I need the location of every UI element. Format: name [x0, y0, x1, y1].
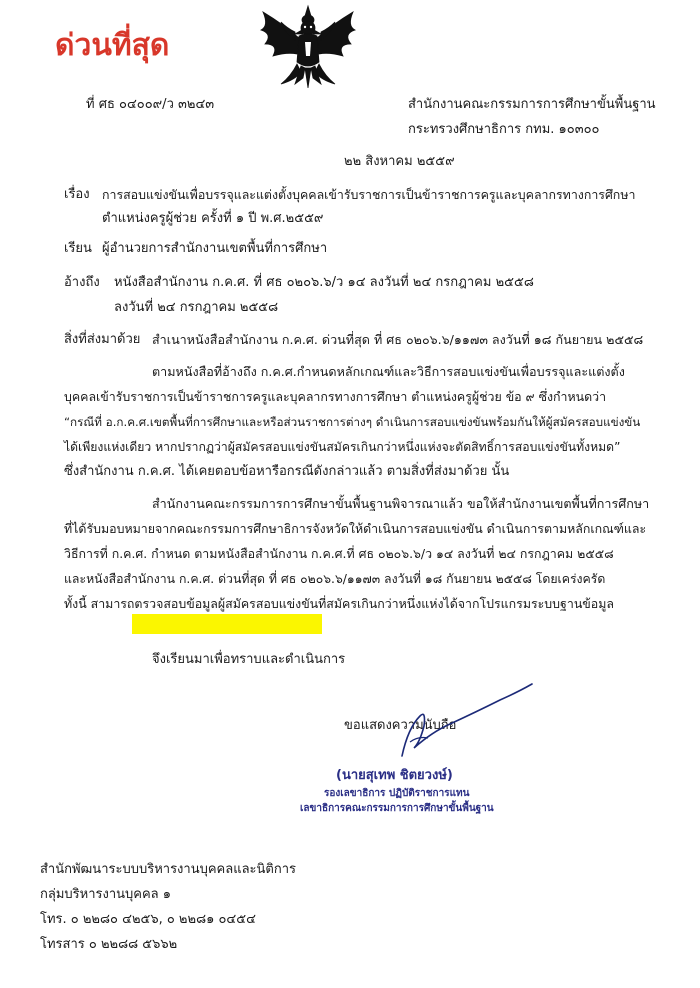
highlight-mark: [132, 614, 322, 634]
reference-line-1: หนังสือสำนักงาน ก.ค.ศ. ที่ ศธ ๐๒๐๖.๖/ว ๑๔ ลงวันที่ ๒๔ กรกฎาคม ๒๕๕๘: [114, 275, 534, 290]
signatory-title-1: รองเลขาธิการ ปฏิบัติราชการแทน: [324, 788, 470, 799]
paragraph-1-line: ได้เพียงแห่งเดียว หากปรากฏว่าผู้สมัครสอบแข่งขันสมัครเกินกว่าหนึ่งแห่งจะตัดสิทธิ์การสอบแข่งขันทั้งหมด”: [64, 440, 621, 454]
footer-office: สำนักพัฒนาระบบบริหารงานบุคคลและนิติการ: [40, 862, 297, 877]
paragraph-2-line: ทั้งนี้ สามารถตรวจสอบข้อมูลผู้สมัครสอบแข่งขันที่สมัครเกินกว่าหนึ่งแห่งได้จากโปรแกรมระบบฐานข้อมูล: [64, 596, 614, 611]
reference-label: อ้างถึง: [64, 275, 100, 290]
footer-group: กลุ่มบริหารงานบุคคล ๑: [40, 887, 172, 902]
urgency-label: ด่วนที่สุด: [55, 28, 170, 63]
agency-address: กระทรวงศึกษาธิการ กทม. ๑๐๓๐๐: [408, 122, 600, 137]
reference-number: ที่ ศธ ๐๔๐๐๙/ว ๓๒๔๓: [86, 97, 215, 112]
paragraph-2-line: และหนังสือสำนักงาน ก.ค.ศ. ด่วนที่สุด ที่ ศธ ๐๒๐๖.๖/๑๑๗๓ ลงวันที่ ๑๘ กันยายน ๒๕๕๘ โดยเคร่งครัด: [64, 572, 606, 586]
paragraph-1-line: “กรณีที่ อ.ก.ค.ศ.เขตพื้นที่การศึกษาและหรือส่วนราชการต่างๆ ดำเนินการสอบแข่งขันพร้อมกันให้ผู้สมัครสอบแข่งขัน: [64, 415, 641, 429]
subject-label: เรื่อง: [64, 187, 90, 202]
salutation-recipient: ผู้อำนวยการสำนักงานเขตพื้นที่การศึกษา: [102, 241, 328, 256]
paragraph-2-line: ที่ได้รับมอบหมายจากคณะกรรมการศึกษาธิการจังหวัดให้ดำเนินการสอบแข่งขัน ดำเนินการตามหลักเกณฑ์และ: [64, 521, 647, 536]
signatory-title-2: เลขาธิการคณะกรรมการการศึกษาขั้นพื้นฐาน: [300, 803, 494, 814]
enclosure-text: สำเนาหนังสือสำนักงาน ก.ค.ศ. ด่วนที่สุด ที่ ศธ ๐๒๐๖.๖/๑๑๗๓ ลงวันที่ ๑๘ กันยายน ๒๕๕๘: [152, 332, 644, 347]
paragraph-1-line: ตามหนังสือที่อ้างถึง ก.ค.ศ.กำหนดหลักเกณฑ์และวิธีการสอบแข่งขันเพื่อบรรจุและแต่งตั้ง: [152, 364, 625, 379]
reference-line-2: ลงวันที่ ๒๔ กรกฎาคม ๒๕๕๘: [114, 300, 279, 315]
closing-regards: ขอแสดงความนับถือ: [344, 718, 457, 733]
closing-request: จึงเรียนมาเพื่อทราบและดำเนินการ: [152, 652, 346, 667]
subject-line-2: ตำแหน่งครูผู้ช่วย ครั้งที่ ๑ ปี พ.ศ.๒๕๕๙: [102, 211, 324, 226]
paragraph-1-line: บุคคลเข้ารับราชการเป็นข้าราชการครูและบุคลากรทางการศึกษา ตำแหน่งครูผู้ช่วย ข้อ ๙ ซึ่งกำหนดว่า: [64, 389, 607, 404]
enclosure-label: สิ่งที่ส่งมาด้วย: [64, 332, 141, 347]
footer-fax: โทรสาร ๐ ๒๒๘๘ ๕๖๖๒: [40, 937, 178, 952]
garuda-emblem-icon: [255, 4, 361, 90]
salutation-label: เรียน: [64, 241, 92, 256]
agency-name: สำนักงานคณะกรรมการการศึกษาขั้นพื้นฐาน: [408, 97, 656, 112]
signatory-name: (นายสุเทพ ชิตยวงษ์): [336, 768, 453, 783]
handwritten-signature: [380, 676, 540, 766]
paragraph-2-line: วิธีการที่ ก.ค.ศ. กำหนด ตามหนังสือสำนักงาน ก.ค.ศ.ที่ ศธ ๐๒๐๖.๖/ว ๑๔ ลงวันที่ ๒๔ กรกฎาคม ๒๕๕๘: [64, 546, 614, 561]
subject-line-1: การสอบแข่งขันเพื่อบรรจุและแต่งตั้งบุคคลเข้ารับราชการเป็นข้าราชการครูและบุคลากรทางการศึกษา: [102, 187, 636, 202]
footer-phone: โทร. ๐ ๒๒๘๐ ๔๒๕๖, ๐ ๒๒๘๑ ๐๔๕๔: [40, 912, 256, 927]
letter-date: ๒๒ สิงหาคม ๒๕๕๙: [344, 154, 455, 169]
paragraph-2-line: สำนักงานคณะกรรมการการศึกษาขั้นพื้นฐานพิจารณาแล้ว ขอให้สำนักงานเขตพื้นที่การศึกษา: [152, 496, 650, 511]
paragraph-1-line: ซึ่งสำนักงาน ก.ค.ศ. ได้เคยตอบข้อหารือกรณีดังกล่าวแล้ว ตามสิ่งที่ส่งมาด้วย นั้น: [64, 464, 510, 479]
